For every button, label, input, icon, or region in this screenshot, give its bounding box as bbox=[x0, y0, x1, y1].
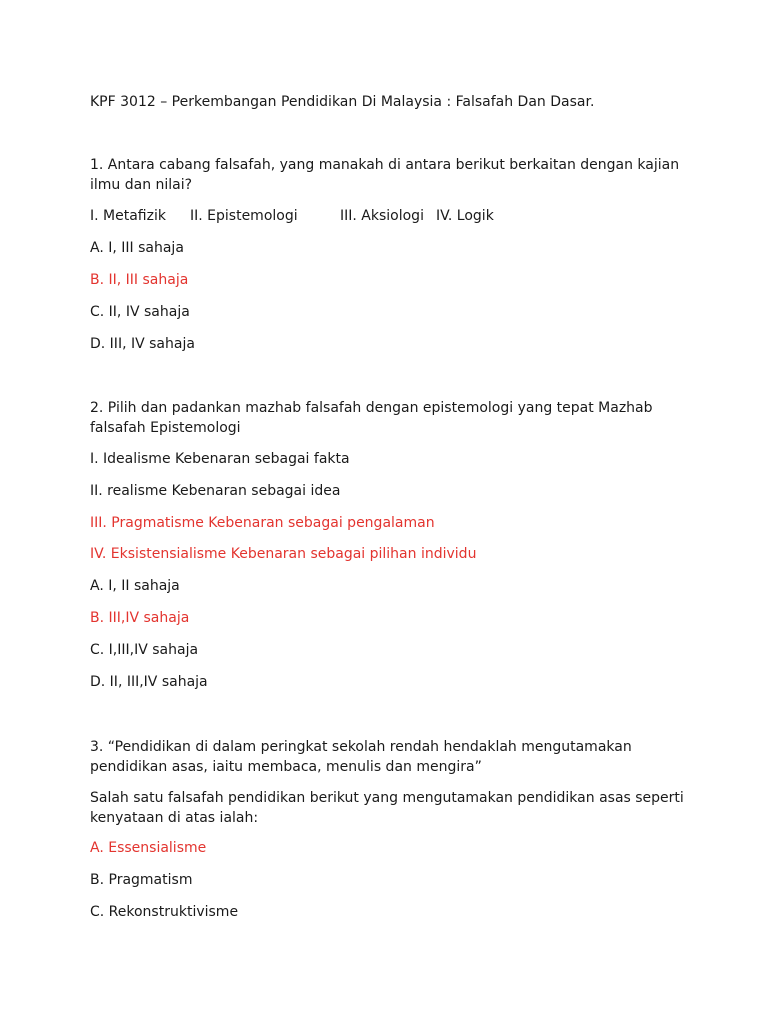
q1-text-line1: 1. Antara cabang falsafah, yang manakah di antara berikut berkaitan dengan kajian bbox=[90, 157, 680, 173]
q1-text-line2: ilmu dan nilai? bbox=[90, 177, 193, 193]
q3-quote-line2: pendidikan asas, iaitu membaca, menulis dan mengira” bbox=[90, 759, 482, 775]
q2-statement-3-answer: III. Pragmatisme Kebenaran sebagai pengalaman bbox=[90, 515, 435, 531]
q1-option-b-answer: B. II, III sahaja bbox=[90, 272, 189, 288]
q1-item-4: IV. Logik bbox=[436, 208, 494, 224]
q2-statement-2: II. realisme Kebenaran sebagai idea bbox=[90, 483, 341, 499]
q3-option-a-answer: A. Essensialisme bbox=[90, 840, 207, 856]
q1-items bbox=[90, 206, 690, 226]
q2-statement-1: I. Idealisme Kebenaran sebagai fakta bbox=[90, 451, 350, 467]
q2-option-a: A. I, II sahaja bbox=[90, 578, 180, 594]
q1-option-d: D. III, IV sahaja bbox=[90, 336, 195, 352]
q3-option-b: B. Pragmatism bbox=[90, 872, 193, 888]
q2-option-b-answer: B. III,IV sahaja bbox=[90, 610, 190, 626]
q3-quote-line1: 3. “Pendidikan di dalam peringkat sekolah rendah hendaklah mengutamakan bbox=[90, 739, 632, 755]
q1-item-2: II. Epistemologi bbox=[190, 208, 298, 224]
q2-statement-4-answer: IV. Eksistensialisme Kebenaran sebagai pilihan individu bbox=[90, 546, 477, 562]
document-title: KPF 3012 – Perkembangan Pendidikan Di Malaysia : Falsafah Dan Dasar. bbox=[90, 94, 595, 110]
q2-option-c: C. I,III,IV sahaja bbox=[90, 642, 199, 658]
q1-item-1: I. Metafizik bbox=[90, 208, 166, 224]
q1-item-3: III. Aksiologi bbox=[340, 208, 424, 224]
q1-option-c: C. II, IV sahaja bbox=[90, 304, 190, 320]
q2-text-line1: 2. Pilih dan padankan mazhab falsafah dengan epistemologi yang tepat Mazhab bbox=[90, 400, 653, 416]
q1-option-a: A. I, III sahaja bbox=[90, 240, 184, 256]
q3-text-line1: Salah satu falsafah pendidikan berikut yang mengutamakan pendidikan asas seperti bbox=[90, 790, 684, 806]
q2-option-d: D. II, III,IV sahaja bbox=[90, 674, 208, 690]
q3-option-c: C. Rekonstruktivisme bbox=[90, 904, 239, 920]
q2-text-line2: falsafah Epistemologi bbox=[90, 420, 241, 436]
q3-text-line2: kenyataan di atas ialah: bbox=[90, 810, 259, 826]
